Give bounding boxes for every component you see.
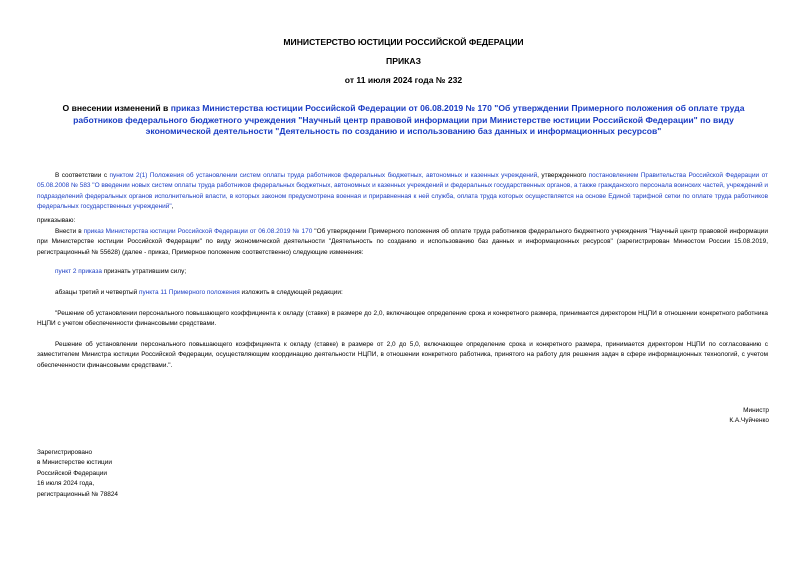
p1-text-b: , утвержденного	[537, 172, 589, 179]
registration-line-3: Российской Федерации	[37, 469, 108, 477]
paragraph-quote-1: "Решение об установлении персонального повышающего коэффициента к окладу (ставке) в размере до 2,0, включающее определение срока и конкретного размера, принимается директором НЦПИ в отношении конкретного работника НЦПИ с учетом обеспеченности финансовыми средствами.	[37, 310, 768, 328]
p1-link-decree[interactable]: постановлением Правительства Российской Федерации от 05.08.2008 № 583 "О введении новых систем оплаты труда работников федеральных бюджетных, автономных и казенных учреждений и федеральных государственных органов, а также гражданского персонала воинских частей, учреждений и подразделений федеральных органов исполнительной власти, в которых законом предусмотрена военная и приравненная к ней служба, оплата труда которых осуществляется на основе Единой тарифной сетки по оплате труда работников федеральных государственных учреждений"	[37, 172, 768, 211]
paragraph-amend	[37, 227, 768, 258]
document-date-number: от 11 июля 2024 года № 232	[344, 75, 463, 85]
p5-text-b: изложить в следующей редакции:	[239, 289, 343, 296]
registration-block	[37, 448, 118, 500]
signature-block	[729, 406, 769, 427]
paragraph-restate	[37, 288, 768, 298]
registration-line-1: Зарегистрировано	[37, 449, 93, 456]
p4-link-clause[interactable]: пункт 2 приказа	[55, 268, 102, 275]
p5-link-clause[interactable]: пункта 11 Примерного положения	[138, 289, 240, 296]
registration-line-5: регистрационный № 78824	[37, 490, 119, 498]
p3-text-a: Внести в	[55, 228, 84, 235]
document-title	[60, 103, 747, 138]
title-prefix: О внесении изменений в	[62, 103, 171, 113]
signer-position: Министр	[743, 407, 769, 414]
registration-line-4: 16 июля 2024 года,	[37, 480, 95, 488]
p4-text: признать утратившим силу;	[101, 268, 187, 275]
paragraph-basis	[37, 171, 768, 213]
ministry-heading: МИНИСТЕРСТВО ЮСТИЦИИ РОССИЙСКОЙ ФЕДЕРАЦИИ	[283, 37, 524, 47]
registration-line-2: в Министерстве юстиции	[37, 459, 112, 467]
signer-name: К.А.Чуйченко	[729, 417, 769, 425]
paragraph-quote-2: Решение об установлении персонального повышающего коэффициента к окладу (ставке) в размере от 2,0 до 5,0, включающее определение срока и конкретного размера, принимается директором НЦПИ по согласованию с заместителем Министра юстиции Российской Федерации, осуществляющим координацию деятельности НЦПИ, в отношении конкретного работника, принятого на работу для решения задач в сфере информационных технологий, с учетом обеспеченности финансовыми средствами.".	[37, 341, 768, 369]
document-type: ПРИКАЗ	[386, 56, 421, 66]
p3-link-order[interactable]: приказ Министерства юстиции Российской Федерации от 06.08.2019 № 170	[83, 228, 313, 235]
p3-text-b: "Об утверждении Примерного положения об оплате труда работников федерального бюджетного учреждения "Научный центр правовой информации при Министерстве юстиции Российской Федерации" по виду экономической деятельности "Деятельность по созданию и использованию баз данных и информационных ресурсов" (зарегистрирован Минюстом России 15.08.2019, регистрационный № 55628) (далее - приказ, Примерное положение соответственно) следующие изменения:	[37, 228, 768, 256]
paragraph-order: приказываю:	[37, 217, 76, 224]
p5-text-a: абзацы третий и четвертый	[55, 289, 139, 296]
p1-text-c: ,	[171, 203, 174, 211]
p1-link-regulation[interactable]: пунктом 2(1) Положения об установлении систем оплаты труда работников федеральных бюджетных, автономных и казенных учреждений	[109, 172, 538, 179]
p1-text-a: В соответствии с	[55, 172, 110, 179]
title-link[interactable]: приказ Министерства юстиции Российской Федерации от 06.08.2019 № 170 "Об утверждении Примерного положения об оплате труда работников федерального бюджетного учреждения "Научный центр правовой информации при Министерстве юстиции Российской Федерации" по виду экономической деятельности "Деятельность по созданию и использованию баз данных и информационных ресурсов"	[73, 103, 745, 136]
paragraph-repeal	[37, 267, 768, 277]
